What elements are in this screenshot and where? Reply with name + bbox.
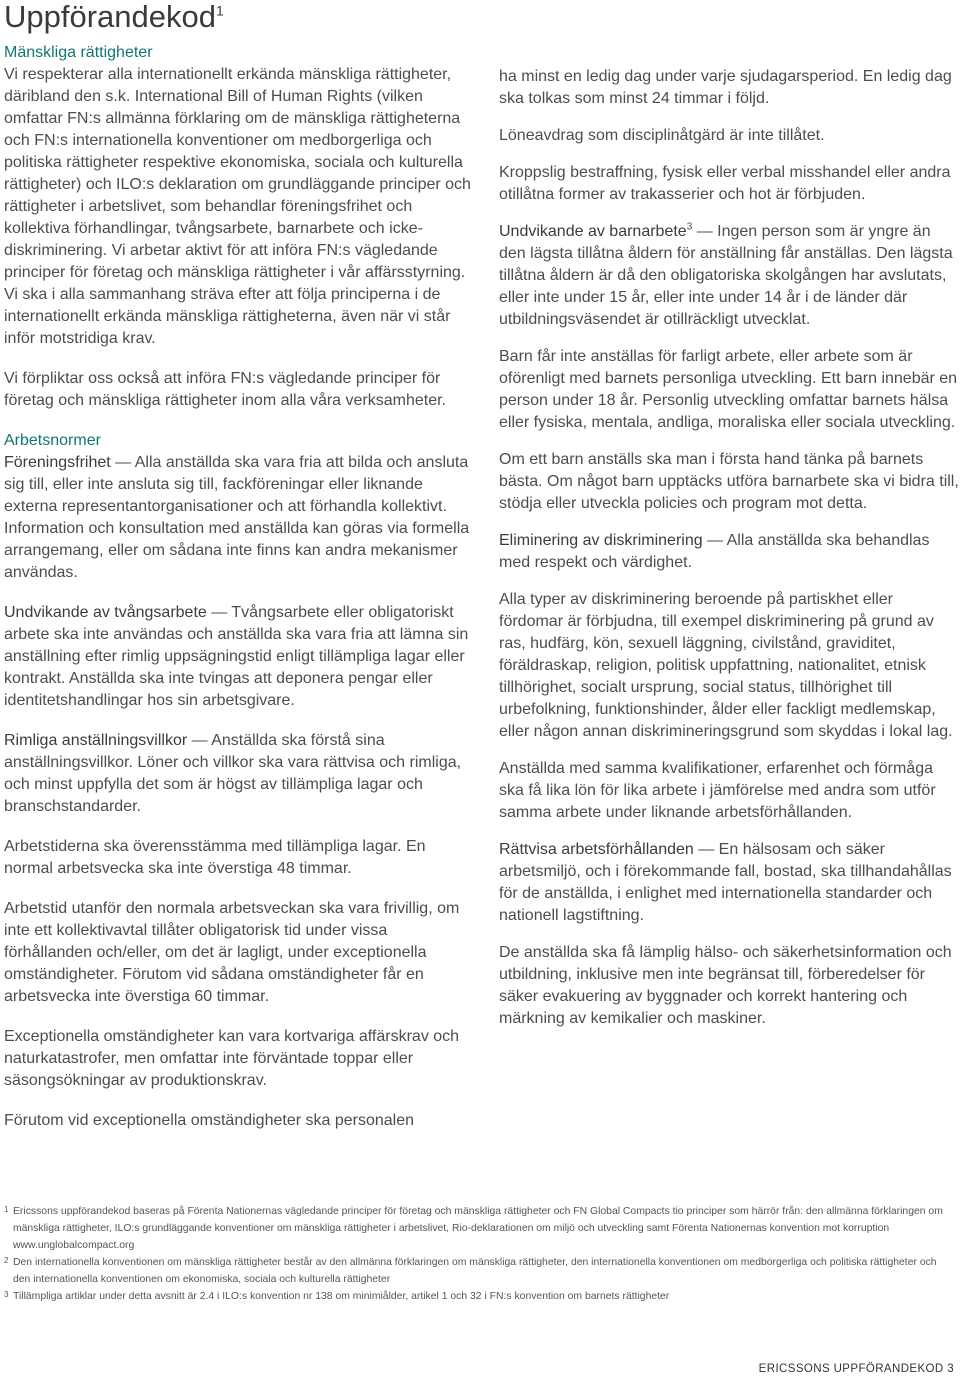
paragraph-wage-deduction: Löneavdrag som disciplinåtgärd är inte tillåtet.	[499, 127, 825, 144]
title-footnote-mark: 1	[216, 2, 224, 19]
paragraph-freedom-of-association	[4, 452, 472, 584]
lead-employment-terms: Rimliga anställningsvillkor	[4, 732, 188, 749]
lead-freedom-of-association: Föreningsfrihet	[4, 454, 111, 471]
paragraph-rest-day-start: Förutom vid exceptionella omständigheter ska personalen	[4, 1112, 415, 1129]
paragraph-employment-terms	[4, 730, 472, 818]
page-title	[4, 0, 224, 36]
paragraph-working-hours: Arbetstiderna ska överensstämma med tillämpliga lagar. En normal arbetsvecka ska inte överstiga 48 timmar.	[4, 838, 426, 877]
paragraph-overtime: Arbetstid utanför den normala arbetsveckan ska vara frivillig, om inte ett kollektivavtal tillåter obligatorisk tid under vissa förhållanden och/eller, om det är lagligt, under exceptionella omständigheter. Förutom vid sådana omständigheter får en arbetsvecka inte överstiga 60 timmar.	[4, 900, 460, 1005]
footnote	[4, 1254, 956, 1288]
paragraph-harassment: Kroppslig bestraffning, fysisk eller verbal misshandel eller andra otillåtna former av trakasserier och hot är förbjuden.	[499, 164, 951, 203]
footnote-number: 2	[4, 1256, 9, 1265]
paragraph-child-best-interest: Om ett barn anställs ska man i första hand tänka på barnets bästa. Om något barn upptäcks utföra barnarbete ska vi bidra till, stödja eller utveckla policies och program mot detta.	[499, 451, 959, 512]
paragraph-commitment: Vi förpliktar oss också att införa FN:s vägledande principer för företag och mänskliga rättigheter inom alla våra verksamheter.	[4, 370, 446, 409]
paragraph-human-rights: Vi respekterar alla internationellt erkända mänskliga rättigheter, däribland den s.k. International Bill of Human Rights (vilken omfattar FN:s allmänna förklaring om de mänskliga rättigheterna och FN:s internationella konventioner om medborgerliga och politiska rättigheter respektive ekonomiska, sociala och kulturella rättigheter) och ILO:s deklaration om grundläggande principer och rättigheter i arbetslivet, som behandlar föreningsfrihet och kollektiva förhandlingar, tvångsarbete, barnarbete och icke-diskriminering. Vi arbetar aktivt för att införa FN:s vägledande principer för företag och mänskliga rättigheter i vår affärsstyrning. Vi ska i alla sammanhang sträva efter att följa principerna i de internationellt erkända mänskliga rättigheterna, även när vi står inför motstridiga krav.	[4, 66, 471, 347]
section-heading-human-rights: Mänskliga rättigheter	[4, 44, 153, 61]
page-title-text: Uppförandekod	[4, 0, 216, 34]
footnote	[4, 1288, 956, 1305]
left-column	[4, 42, 472, 1132]
paragraph-health-safety: De anställda ska få lämplig hälso- och säkerhetsinformation och utbildning, inklusive men inte begränsat till, förberedelser för säker evakuering av byggnader och korrekt hantering och märkning av kemikalier och maskiner.	[499, 944, 952, 1027]
paragraph-exceptional: Exceptionella omständigheter kan vara kortvariga affärskrav och naturkatastrofer, men omfattar inte förväntade toppar eller säsongsökningar av produktionskrav.	[4, 1028, 460, 1089]
footnote	[4, 1203, 956, 1254]
paragraph-equal-pay: Anställda med samma kvalifikationer, erfarenhet och förmåga ska få lika lön för lika arbete i jämförelse med andra som utför samma arbete under liknande arbetsförhållanden.	[499, 760, 936, 821]
paragraph-child-labor	[499, 221, 960, 331]
lead-discrimination: Eliminering av diskriminering	[499, 532, 703, 549]
text-child-labor: — Ingen person som är yngre än den lägsta tillåtna åldern för anställning får anställas. Den lägsta tillåtna åldern är då den obligatoriska skolgången har avslutats, eller inte under 15 år, eller inte under 14 år i de länder där utbildningsväsendet är otillräckligt utvecklat.	[499, 223, 953, 328]
paragraph-fair-conditions	[499, 839, 960, 927]
lead-forced-labor: Undvikande av tvångsarbete	[4, 604, 207, 621]
footnote-text: Tillämpliga artiklar under detta avsnitt är 2.4 i ILO:s konvention nr 138 om minimiålder, artikel 1 och 32 i FN:s konvention om barnets rättigheter	[13, 1291, 670, 1302]
text-employment-terms: — Anställda ska förstå sina anställningsvillkor. Löner och villkor ska vara rättvisa och rimliga, och minst uppfylla det som är högst av tillämpliga lagar och branschstandarder.	[4, 732, 462, 815]
footnote-number: 3	[4, 1290, 9, 1299]
paragraph-discrimination-types: Alla typer av diskriminering beroende på partiskhet eller fördomar är förbjudna, till exempel diskriminering på grund av ras, hudfärg, kön, sexuell läggning, civilstånd, graviditet, föräldraskap, religion, politisk uppfattning, nationalitet, etnisk tillhörighet, socialt ursprung, social status, tillhörighet till urbefolkning, funktionshinder, ålder eller fackligt medlemskap, eller någon annan diskrimineringsgrund som skyddas i lokal lag.	[499, 591, 953, 740]
paragraph-discrimination	[499, 530, 960, 574]
footnotes	[4, 1203, 956, 1305]
footnote-text: Ericssons uppförandekod baseras på Förenta Nationernas vägledande principer för företag och mänskliga rättigheter och FN Global Compacts tio principer som härrör från: den allmänna förklaringen om mänskliga rättigheter, ILO:s grundläggande konventioner om mänskliga rättigheter i arbetslivet, Rio-deklarationen om miljö och utveckling samt Förenta Nationernas konvention mot korruption www.unglobalcompact.org	[13, 1206, 943, 1251]
paragraph-forced-labor	[4, 602, 472, 712]
paragraph-hazardous-work: Barn får inte anställas för farligt arbete, eller arbete som är oförenligt med barnets personliga utveckling. Ett barn innebär en person under 18 år. Personlig utveckling omfattar barnets hälsa eller fysiska, mentala, andliga, moraliska eller sociala utveckling.	[499, 348, 958, 431]
footnote-text: Den internationella konventionen om mänskliga rättigheter består av den allmänna förklaringen om mänskliga rättigheter, den internationella konventionen om medborgerliga och politiska rättigheter och den internationella konventionen om ekonomiska, sociala och kulturella rättigheter	[13, 1257, 937, 1285]
text-freedom-of-association: — Alla anställda ska vara fria att bilda och ansluta sig till, eller inte ansluta sig till, fackföreningar eller liknande externa representantorganisationer och att förhandla kollektivt. Information och konsultation med anställda kan göras via formella arrangemang, eller om sådana inte finns kan andra mekanismer användas.	[4, 454, 470, 581]
footnote-number: 1	[4, 1205, 9, 1214]
page-footer: ERICSSONS UPPFÖRANDEKOD 3	[758, 1363, 954, 1375]
lead-child-labor: Undvikande av barnarbete	[499, 223, 687, 240]
text-fair-conditions: — En hälsosam och säker arbetsmiljö, och i förekommande fall, bostad, ska tillhandahållas för de anställda, i enlighet med internationella standarder och nationell lagstiftning.	[499, 841, 952, 924]
footnote-mark-3: 3	[686, 221, 693, 233]
text-forced-labor: — Tvångsarbete eller obligatoriskt arbete ska inte användas och anställda ska vara fria att lämna sin anställning efter rimlig uppsägningstid enligt tillämpliga lagar eller kontrakt. Anställda ska inte tvingas att deponera pengar eller identitetshandlingar hos sin arbetsgivare.	[4, 604, 469, 709]
right-column	[499, 66, 960, 1045]
section-heading-labor: Arbetsnormer	[4, 432, 101, 449]
text-discrimination: — Alla anställda ska behandlas med respekt och värdighet.	[499, 532, 930, 571]
paragraph-rest-day: ha minst en ledig dag under varje sjudagarsperiod. En ledig dag ska tolkas som minst 24 timmar i följd.	[499, 68, 952, 107]
lead-fair-conditions: Rättvisa arbetsförhållanden	[499, 841, 694, 858]
